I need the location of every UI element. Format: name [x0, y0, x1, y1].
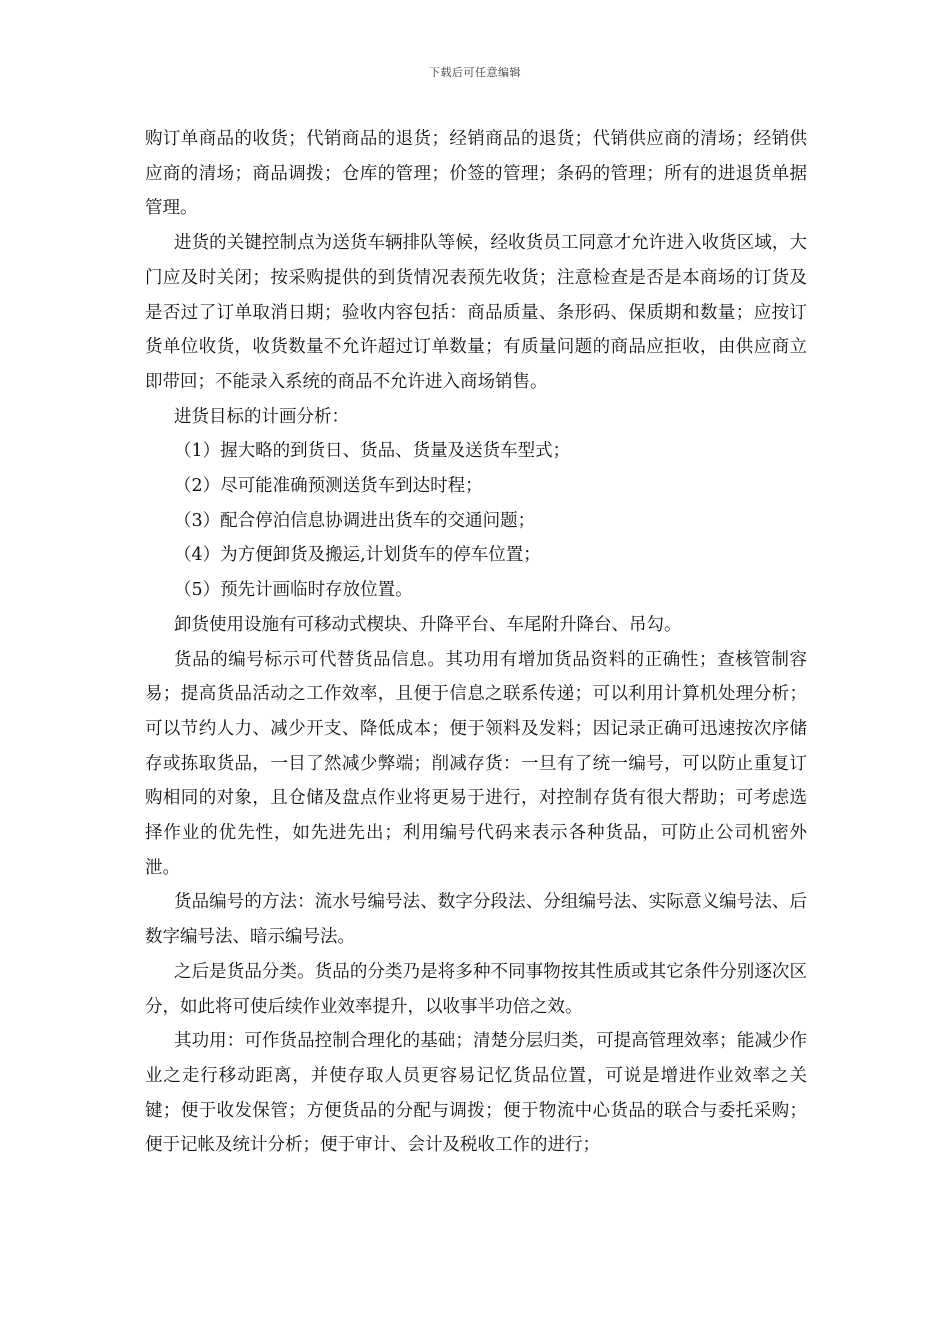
paragraph-coding-function: 货品的编号标示可代替货品信息。其功用有增加货品资料的正确性；查核管制容易；提高货品活动之工作效率，且便于信息之联系传递；可以利用计算机处理分析；可以节约人力、减少开支、降低成本；便于领料及发料；因记录正确可迅速按次序储存或拣取货品，一目了然减少弊端；削减存货：一旦有了统一编号，可以防止重复订购相同的对象，且仓储及盘点作业将更易于进行，对控制存货有很大帮助；可考虑选择作业的优先性，如先进先出；利用编号代码来表示各种货品，可防止公司机密外泄。: [145, 649, 807, 878]
document-body: [145, 122, 807, 1163]
paragraph-plan-heading: 进货目标的计画分析：: [174, 406, 349, 427]
paragraph-classification-function: 其功用：可作货品控制合理化的基础；清楚分层归类，可提高管理效率；能减少作业之走行移动距离，并使存取人员更容易记忆货品位置，可说是增进作业效率之关键；便于收发保管；方便货品的分配与调拨；便于物流中心货品的联合与委托采购；便于记帐及统计分析；便于审计、会计及税收工作的进行；: [145, 1031, 807, 1156]
list-item-1: （1）握大略的到货日、货品、货量及送货车型式；: [174, 441, 571, 462]
paragraph-classification: 之后是货品分类。货品的分类乃是将多种不同事物按其性质或其它条件分别逐次区分，如此将可使后续作业效率提升，以收事半功倍之效。: [145, 961, 807, 1017]
list-item-4: （4）为方便卸货及搬运,计划货车的停车位置；: [174, 545, 541, 566]
list-item-3: （3）配合停泊信息协调进出货车的交通问题；: [174, 510, 536, 531]
list-item-5: （5）预先计画临时存放位置。: [174, 580, 413, 601]
paragraph-receiving-control: 进货的关键控制点为送货车辆排队等候，经收货员工同意才允许进入收货区域，大门应及时关闭；按采购提供的到货情况表预先收货；注意检查是否是本商场的订货及是否过了订单取消日期；验收内容包括：商品质量、条形码、保质期和数量；应按订货单位收货，收货数量不允许超过订单数量；有质量问题的商品应拒收，由供应商立即带回；不能录入系统的商品不允许进入商场销售。: [145, 233, 807, 392]
page-header: 下载后可任意编辑: [429, 66, 521, 79]
paragraph-continuation: 购订单商品的收货；代销商品的退货；经销商品的退货；代销供应商的清场；经销供应商的清场；商品调拨；仓库的管理；价签的管理；条码的管理；所有的进退货单据管理。: [145, 129, 807, 219]
paragraph-coding-methods: 货品编号的方法：流水号编号法、数字分段法、分组编号法、实际意义编号法、后数字编号法、暗示编号法。: [145, 892, 807, 948]
paragraph-unloading: 卸货使用设施有可移动式楔块、升降平台、车尾附升降台、吊勾。: [174, 614, 682, 635]
list-item-2: （2）尽可能准确预测送货车到达时程；: [174, 476, 483, 497]
